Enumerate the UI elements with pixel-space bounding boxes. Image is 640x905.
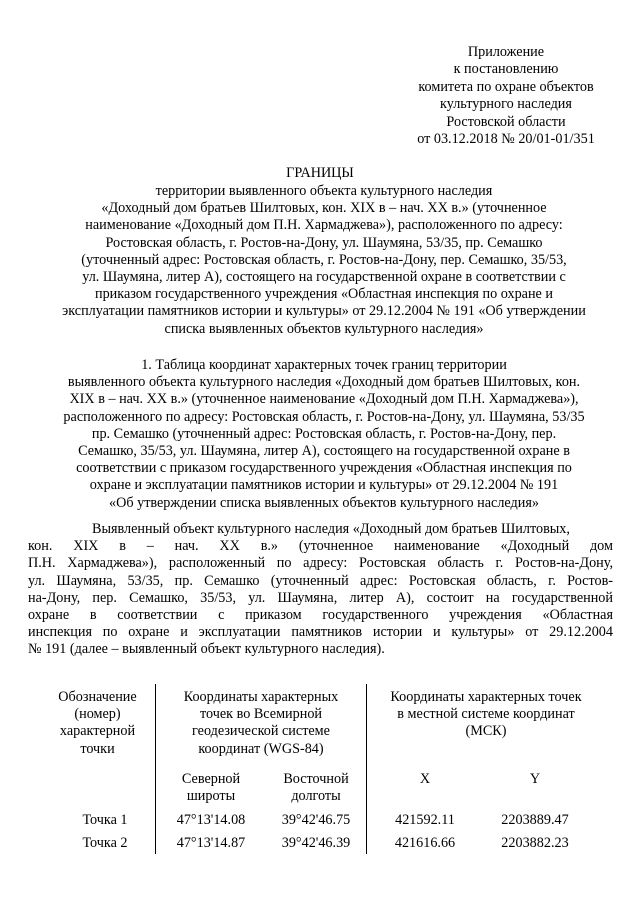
intro-line: «Доходный дом братьев Шилтовых, кон. XIX в – нач. XX в.» (уточненное (101, 200, 547, 217)
header-text: долготы (291, 788, 341, 805)
appendix-line: Приложение (467, 44, 545, 60)
header-text: геодезической системе (192, 723, 330, 740)
cell-east: 39°42'46.39 (281, 835, 351, 851)
appendix-line: от 03.12.2018 № 20/01-01/351 (417, 131, 595, 148)
object-description-paragraph (28, 521, 613, 659)
paragraph-line: на-Дону, пер. Семашко, 35/53, ул. Шаумяна, литер А), состоит на государственной (28, 589, 613, 606)
cell-y: 2203882.23 (501, 835, 569, 851)
appendix-line: к постановлению (453, 61, 559, 78)
subheader-north-latitude (166, 771, 256, 805)
cell-point: Точка 1 (82, 812, 128, 828)
caption-line: соответствии с приказом государственного учреждения «Областная инспекция по (76, 460, 572, 477)
subheader-east-longitude (271, 771, 361, 805)
header-text: Координаты характерных (183, 689, 339, 705)
caption-line: XIX в – нач. XX в.» (уточненное наименование «Доходный дом П.Н. Хармаджева»), (69, 391, 579, 408)
subheader-y: Y (529, 771, 541, 787)
caption-line: выявленного объекта культурного наследия «Доходный дом братьев Шилтовых, кон. (67, 374, 581, 391)
paragraph-line: ул. Шаумяна, 53/35, пр. Семашко (уточненный адрес: Ростовская область, г. Ростов- (28, 572, 613, 589)
intro-line: эксплуатации памятников истории и культуры» от 29.12.2004 № 191 «Об утверждении (62, 303, 586, 320)
paragraph-line: кон. XIX в – нач. XX в.» (уточненное наименование «Доходный дом (28, 538, 613, 555)
caption-line: пр. Семашко (уточненный адрес: Ростовская область, г. Ростов-на-Дону, пер. (91, 425, 557, 442)
paragraph-line: П.Н. Хармаджева»), расположенный по адресу: Ростовская область г. Ростов-на-Дону, (28, 555, 613, 572)
caption-line: «Об утверждении списка выявленных объектов культурного наследия» (109, 494, 539, 511)
paragraph-line: инспекция по охране и эксплуатации памятников истории и культуры» от 29.12.2004 (28, 624, 613, 641)
paragraph-line: охране в соответствии с приказом государственного учреждения «Областная (28, 607, 613, 624)
cell-north: 47°13'14.08 (176, 812, 246, 828)
header-text: координат (WGS-84) (198, 740, 324, 757)
paragraph-line: Выявленный объект культурного наследия «Доходный дом братьев Шилтовых, (92, 521, 570, 537)
intro-line: Ростовская область, г. Ростов-на-Дону, ул. Шаумяна, 53/35, пр. Семашко (105, 234, 543, 251)
intro-line: приказом государственного учреждения «Областная инспекция по охране и (95, 286, 553, 303)
appendix-line: Ростовской области (446, 113, 566, 130)
table-divider (366, 684, 367, 854)
table-caption (30, 357, 618, 512)
document-title: ГРАНИЦЫ (286, 165, 354, 181)
header-text: характерной (59, 723, 136, 740)
cell-x: 421592.11 (395, 812, 455, 828)
subheader-x: X (419, 771, 431, 787)
caption-line: расположенного по адресу: Ростовская область, г. Ростов-на-Дону, ул. Шаумяна, 53/35 (63, 408, 585, 425)
header-text: точек во Всемирной (199, 706, 323, 723)
header-text: Обозначение (58, 689, 137, 705)
header-text: Северной (181, 771, 241, 787)
cell-north: 47°13'14.87 (176, 835, 246, 851)
header-wgs-coordinates (156, 689, 366, 758)
header-text: Восточной (283, 771, 349, 787)
caption-line: Семашко, 35/53, ул. Шаумяна, литер А), состоящего на государственной охране в (78, 443, 570, 460)
header-text: (номер) (74, 706, 121, 723)
appendix-line: культурного наследия (440, 96, 572, 113)
header-point-designation (40, 689, 155, 758)
table-divider (155, 684, 156, 854)
intro-line: ул. Шаумяна, литер А), состоящего на государственной охране в соответствии с (82, 269, 566, 286)
paragraph-line: № 191 (далее – выявленный объект культурного наследия). (28, 641, 385, 658)
intro-line: наименование «Доходный дом П.Н. Хармаджева»), расположенного по адресу: (85, 217, 563, 234)
caption-line: 1. Таблица координат характерных точек границ территории (141, 357, 507, 373)
header-text: точки (80, 740, 115, 757)
cell-y: 2203889.47 (501, 812, 569, 828)
cell-east: 39°42'46.75 (281, 812, 351, 828)
intro-line: (уточненный адрес: Ростовская область, г. Ростов-на-Дону, пер. Семашко, 35/53, (81, 251, 567, 268)
intro-line: территории выявленного объекта культурного наследия (155, 183, 493, 199)
header-msk-coordinates (367, 689, 605, 741)
cell-x: 421616.66 (394, 835, 456, 851)
cell-point: Точка 2 (82, 835, 128, 851)
boundaries-intro (30, 183, 618, 338)
header-text: широты (186, 788, 236, 805)
header-text: (МСК) (465, 723, 507, 740)
appendix-header (388, 44, 624, 148)
header-text: Координаты характерных точек (390, 689, 582, 705)
intro-line: списка выявленных объектов культурного наследия» (164, 320, 484, 337)
header-text: в местной системе координат (397, 706, 575, 723)
caption-line: охране и эксплуатации памятников истории и культуры» от 29.12.2004 № 191 (89, 477, 559, 494)
appendix-line: комитета по охране объектов (418, 78, 594, 95)
